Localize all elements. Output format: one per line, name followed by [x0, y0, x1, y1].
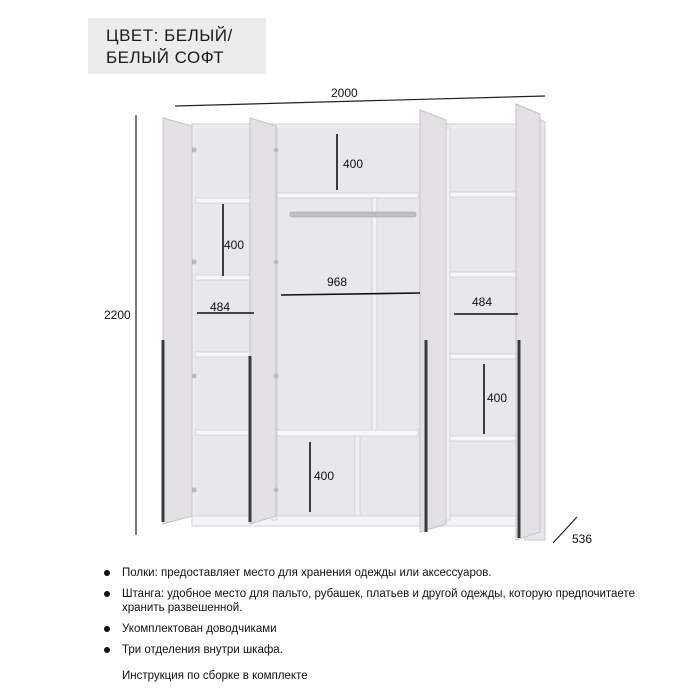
- feature-text: Три отделения внутри шкафа.: [122, 644, 283, 656]
- height-label: 2200: [104, 308, 131, 322]
- feature-item: [104, 587, 664, 615]
- center-width-label: 968: [327, 275, 348, 289]
- bullet-icon: [104, 647, 110, 653]
- center-bottom-shelf: [277, 430, 418, 436]
- bottom-shelf-height-label: 400: [314, 469, 335, 483]
- door-right-1: [420, 110, 446, 532]
- feature-item: [104, 643, 664, 657]
- center-vertical-divider: [372, 198, 377, 430]
- center-top-shelf: [277, 193, 418, 198]
- right-shelf-height-label: 400: [487, 391, 508, 405]
- color-label-line2: БЕЛЫЙ СОФТ: [106, 48, 225, 67]
- feature-text: Штанга: удобное место для пальто, рубашек, платьев и другой одежды, которую предпочитаете хранить развешенной.: [122, 588, 635, 614]
- top-shelf-height-label: 400: [343, 157, 364, 171]
- feature-list: [104, 566, 664, 664]
- left-width-label: 484: [210, 300, 231, 314]
- feature-text: Полки: предоставляет место для хранения одежды или аксессуаров.: [122, 567, 492, 579]
- bullet-icon: [104, 591, 110, 597]
- bullet-icon: [104, 570, 110, 576]
- depth-label: 536: [572, 532, 593, 546]
- plinth: [192, 516, 528, 526]
- hanging-rod: [290, 212, 416, 217]
- bullet-icon: [104, 626, 110, 632]
- color-label-line1: ЦВЕТ: БЕЛЫЙ/: [106, 26, 233, 45]
- feature-text: Укомплектован доводчиками: [122, 623, 277, 635]
- feature-item: [104, 622, 664, 636]
- bottom-divider: [355, 436, 360, 516]
- right-width-label: 484: [472, 295, 493, 309]
- feature-item: [104, 566, 664, 580]
- left-shelf-height-label: 400: [224, 238, 245, 252]
- assembly-note: Инструкция по сборке в комплекте: [122, 670, 308, 682]
- width-label: 2000: [331, 86, 358, 100]
- width-dimension-line: [175, 96, 545, 106]
- door-left-1: [163, 118, 192, 524]
- door-left-2: [250, 118, 276, 524]
